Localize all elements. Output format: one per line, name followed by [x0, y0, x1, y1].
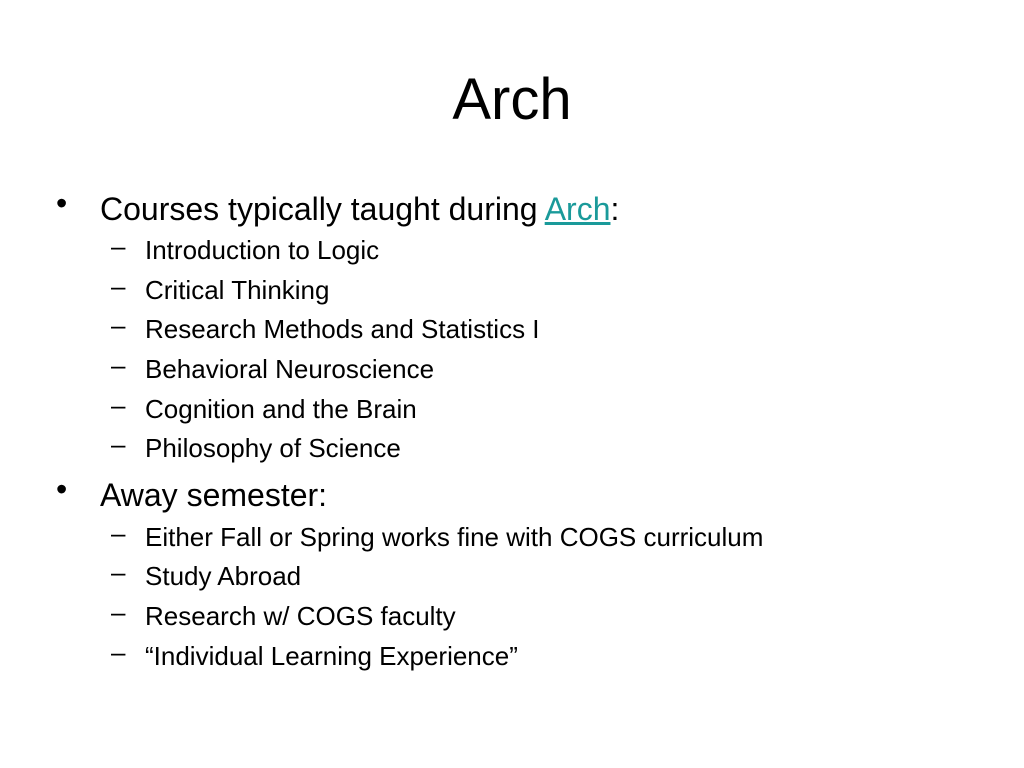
- course-item: [111, 310, 540, 344]
- dash-icon: –: [111, 350, 126, 380]
- course-item: [111, 271, 330, 305]
- course-item: [111, 429, 401, 463]
- away-item-label: “Individual Learning Experience”: [145, 641, 518, 671]
- away-semester-heading: Away semester:: [100, 477, 328, 513]
- course-item-label: Cognition and the Brain: [145, 394, 417, 424]
- away-item: [111, 557, 302, 591]
- course-item-label: Behavioral Neuroscience: [145, 354, 435, 384]
- dash-icon: –: [111, 271, 126, 301]
- courses-heading-text: Courses typically taught during: [100, 191, 545, 227]
- dash-icon: –: [111, 390, 126, 420]
- course-item: [111, 231, 380, 265]
- course-item-label: Philosophy of Science: [145, 433, 401, 463]
- away-item: [111, 518, 764, 552]
- away-item-label: Study Abroad: [145, 561, 302, 591]
- away-item-label: Research w/ COGS faculty: [145, 601, 456, 631]
- dash-icon: –: [111, 429, 126, 459]
- bullet-courses: [56, 185, 620, 228]
- dash-icon: –: [111, 637, 126, 667]
- away-item: [111, 597, 456, 631]
- arch-link[interactable]: Arch: [544, 191, 611, 227]
- away-item: [111, 637, 518, 671]
- course-item-label: Critical Thinking: [145, 275, 330, 305]
- dash-icon: –: [111, 310, 126, 340]
- dash-icon: –: [111, 231, 126, 261]
- bullet-away-semester: [56, 471, 328, 514]
- dash-icon: –: [111, 518, 126, 548]
- dash-icon: –: [111, 557, 126, 587]
- course-item: [111, 390, 417, 424]
- bullet-icon: •: [56, 471, 68, 507]
- slide-title: Arch: [452, 67, 572, 132]
- courses-heading-colon: :: [610, 191, 620, 227]
- course-item: [111, 350, 435, 384]
- away-item-label: Either Fall or Spring works fine with COGS curriculum: [145, 522, 764, 552]
- course-item-label: Introduction to Logic: [145, 235, 380, 265]
- bullet-icon: •: [56, 185, 68, 221]
- course-item-label: Research Methods and Statistics I: [145, 314, 540, 344]
- dash-icon: –: [111, 597, 126, 627]
